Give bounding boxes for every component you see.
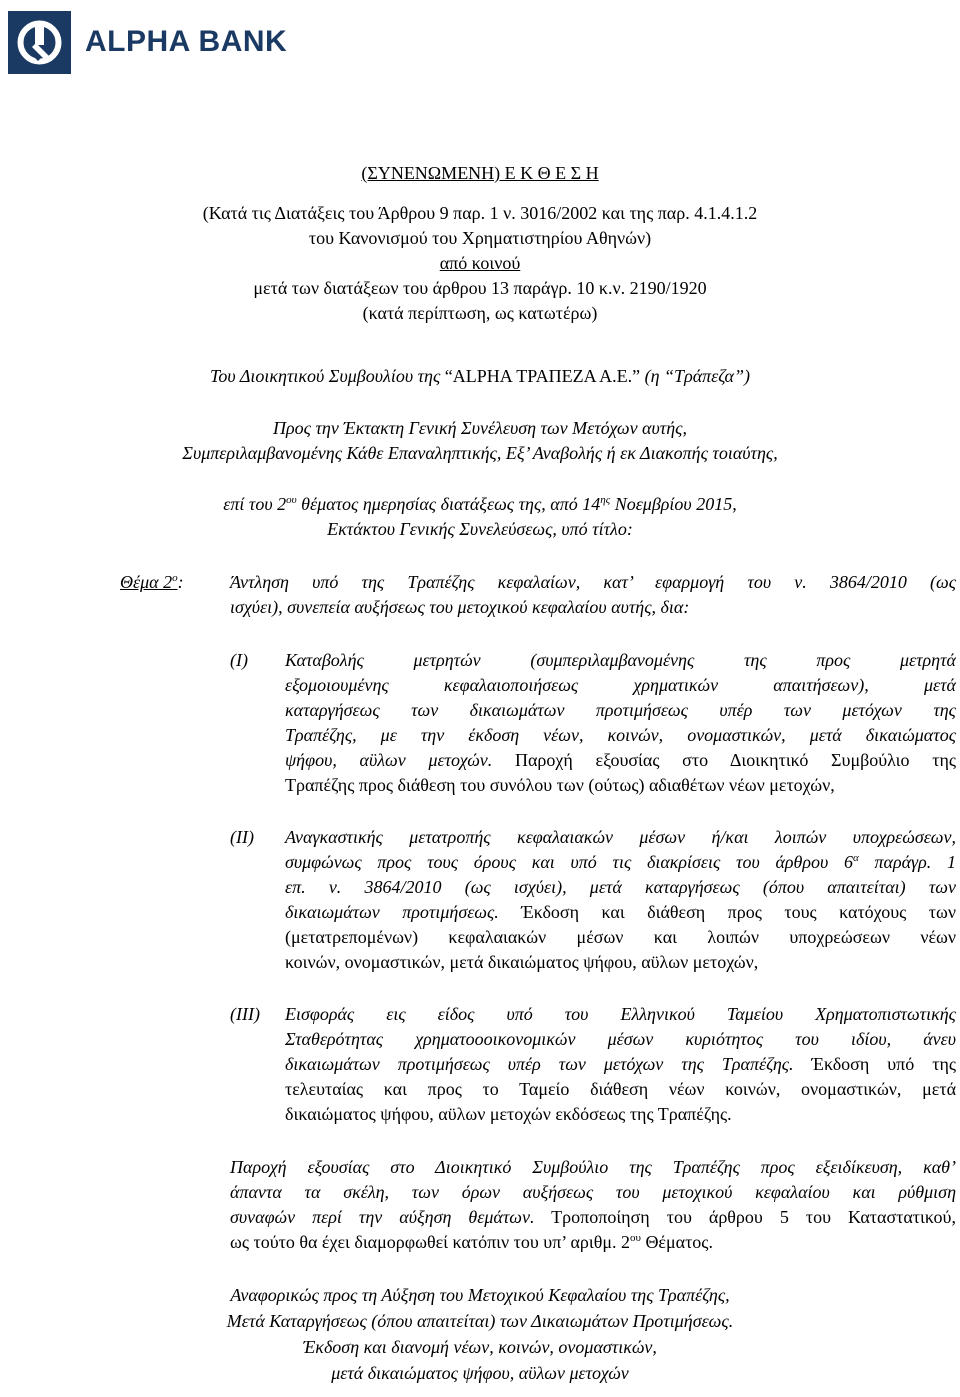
document-title: (ΣΥΝΕΝΩΜΕΝΗ) Ε Κ Θ Ε Σ Η bbox=[361, 163, 599, 183]
item-ii-line-5: (μετατρεπομένων) κεφαλαιακών μέσων και λοιπών υποχρεώσεων νέων bbox=[285, 927, 956, 947]
item-iii-number: (III) bbox=[230, 1004, 260, 1024]
legal-basis-line-1: (Κατά τις Διατάξεις του Άρθρου 9 παρ. 1 ν. 3016/2002 και της παρ. 4.1.4.1.2 bbox=[202, 203, 758, 223]
agenda-topic-line-1: επί του $2^{o\upsilon}$ θέματος ημερησίας διατάξεως της, από $14^{\eta\varsigma}$ Νοεμβρίου 2015, bbox=[223, 494, 737, 514]
subject-line-2: ισχύει), συνεπεία αυξήσεως του μετοχικού κεφαλαίου αυτής, δια: bbox=[230, 597, 690, 617]
legal-basis-line-5: (κατά περίπτωση, ως κατωτέρω) bbox=[362, 303, 598, 323]
item-i-line-3: καταργήσεως των δικαιωμάτων προτιμήσεως υπέρ των μετόχων της bbox=[285, 700, 956, 720]
item-iii-line-2: Σταθερότητας χρηματοοοικονομικών μέσων κυριότητος του ιδίου, άνευ bbox=[285, 1029, 956, 1049]
legal-basis-line-2: του Κανονισμού του Χρηματιστηρίου Αθηνών) bbox=[308, 228, 652, 248]
item-iii-line-1: Εισφοράς εις είδος υπό του Ελληνικού Ταμείου Χρηματοπιστωτικής bbox=[285, 1004, 956, 1024]
closing-line-4: μετά δικαιώματος ψήφου, αϋλων μετοχών bbox=[331, 1363, 629, 1383]
item-i-line-5: ψήφου, αϋλων μετοχών. Παροχή εξουσίας στο Διοικητικό Συμβούλιο της bbox=[285, 750, 957, 770]
legal-basis-line-4: μετά των διατάξεων του άρθρου 13 παράγρ. 10 κ.ν. 2190/1920 bbox=[253, 278, 707, 298]
alpha-bank-wordmark: ALPHA BANK bbox=[85, 25, 288, 58]
closing-line-3: Έκδοση και διανομή νέων, κοινών, ονομαστικών, bbox=[303, 1337, 657, 1357]
addressee-line-1: Προς την Έκτακτη Γενική Συνέλευση των Μετόχων αυτής, bbox=[273, 418, 687, 438]
item-ii-number: (II) bbox=[230, 827, 254, 847]
item-ii-line-4: δικαιωμάτων προτιμήσεως. Έκδοση και διάθεση προς τους κατόχους των bbox=[285, 902, 956, 922]
agenda-topic-line-2: Εκτάκτου Γενικής Συνελεύσεως, υπό τίτλο: bbox=[327, 519, 633, 539]
item-i-line-6: Τραπέζης προς διάθεση του συνόλου των (ούτως) αδιαθέτων νέων μετοχών, bbox=[285, 775, 835, 795]
item-i-line-1: Καταβολής μετρητών (συμπεριλαμβανομένης της προς μετρητά bbox=[285, 650, 956, 670]
item-ii-line-1: Αναγκαστικής μετατροπής κεφαλαιακών μέσων ή/και λοιπών υποχρεώσεων, bbox=[285, 827, 956, 847]
authority-line-3: συναφών περί την αύξηση θεμάτων. Τροποποίηση του άρθρου 5 του Καταστατικού, bbox=[230, 1207, 956, 1227]
closing-line-1: Αναφορικώς προς τη Αύξηση του Μετοχικού Κεφαλαίου της Τραπέζης, bbox=[230, 1285, 730, 1305]
item-i-line-4: Τραπέζης, με την έκδοση νέων, κοινών, ονομαστικών, μετά δικαιώματος bbox=[285, 725, 956, 745]
item-iii-line-4: τελευταίας και προς το Ταμείο διάθεση νέων κοινών, ονομαστικών, μετά bbox=[285, 1079, 956, 1099]
board-line: Του Διοικητικού Συμβουλίου της “ALPHA ΤΡΑΠΕΖΑ Α.Ε.” (η “Τράπεζα”) bbox=[210, 366, 750, 386]
item-i-line-2: εξομοιουμένης κεφαλαιοποιήσεως χρηματικών απαιτήσεων), μετά bbox=[285, 675, 956, 695]
subject-line-1: Άντληση υπό της Τραπέζης κεφαλαίων, κατ’ εφαρμογή του ν. 3864/2010 (ως bbox=[230, 572, 956, 592]
alpha-bank-emblem-icon bbox=[8, 11, 71, 74]
authority-line-1: Παροχή εξουσίας στο Διοικητικό Συμβούλιο της Τραπέζης προς εξειδίκευση, καθ’ bbox=[230, 1157, 956, 1177]
item-ii-line-6: κοινών, ονομαστικών, μετά δικαιώματος ψήφου, αϋλων μετοχών, bbox=[285, 952, 759, 972]
authority-line-4: ως τούτο θα έχει διαμορφωθεί κατόπιν του υπ’ αριθμ. $2^{o\upsilon}$ Θέματος. bbox=[230, 1232, 713, 1252]
bank-name: “ALPHA ΤΡΑΠΕΖΑ Α.Ε.” bbox=[444, 366, 641, 386]
item-ii-line-3: επ. ν. 3864/2010 (ως ισχύει), μετά καταργήσεως (όπου απαιτείται) των bbox=[285, 877, 956, 897]
legal-basis-line-3: από κοινού bbox=[439, 253, 521, 273]
item-iii-line-5: δικαιώματος ψήφου, αϋλων μετοχών εκδόσεως της Τραπέζης. bbox=[285, 1104, 732, 1124]
subject-label: Θέμα $2^o$: bbox=[120, 572, 184, 592]
authority-line-2: άπαντα τα σκέλη, των όρων αυξήσεως του μετοχικού κεφαλαίου και ρύθμιση bbox=[230, 1182, 956, 1202]
item-ii-line-2: συμφώνως προς τους όρους και υπό τις διακρίσεις του άρθρου $6^\alpha$ παράγρ. 1 bbox=[285, 852, 956, 872]
item-i-number: (I) bbox=[230, 650, 248, 670]
addressee-line-2: Συμπεριλαμβανομένης Κάθε Επαναληπτικής, Εξ’ Αναβολής ή εκ Διακοπής τοιαύτης, bbox=[182, 443, 778, 463]
alpha-bank-logo bbox=[8, 10, 287, 74]
closing-line-2: Μετά Καταργήσεως (όπου απαιτείται) των Δικαιωμάτων Προτιμήσεως. bbox=[226, 1311, 734, 1331]
item-iii-line-3: δικαιωμάτων προτιμήσεως υπέρ των μετόχων της Τραπέζης. Έκδοση υπό της bbox=[285, 1054, 956, 1074]
